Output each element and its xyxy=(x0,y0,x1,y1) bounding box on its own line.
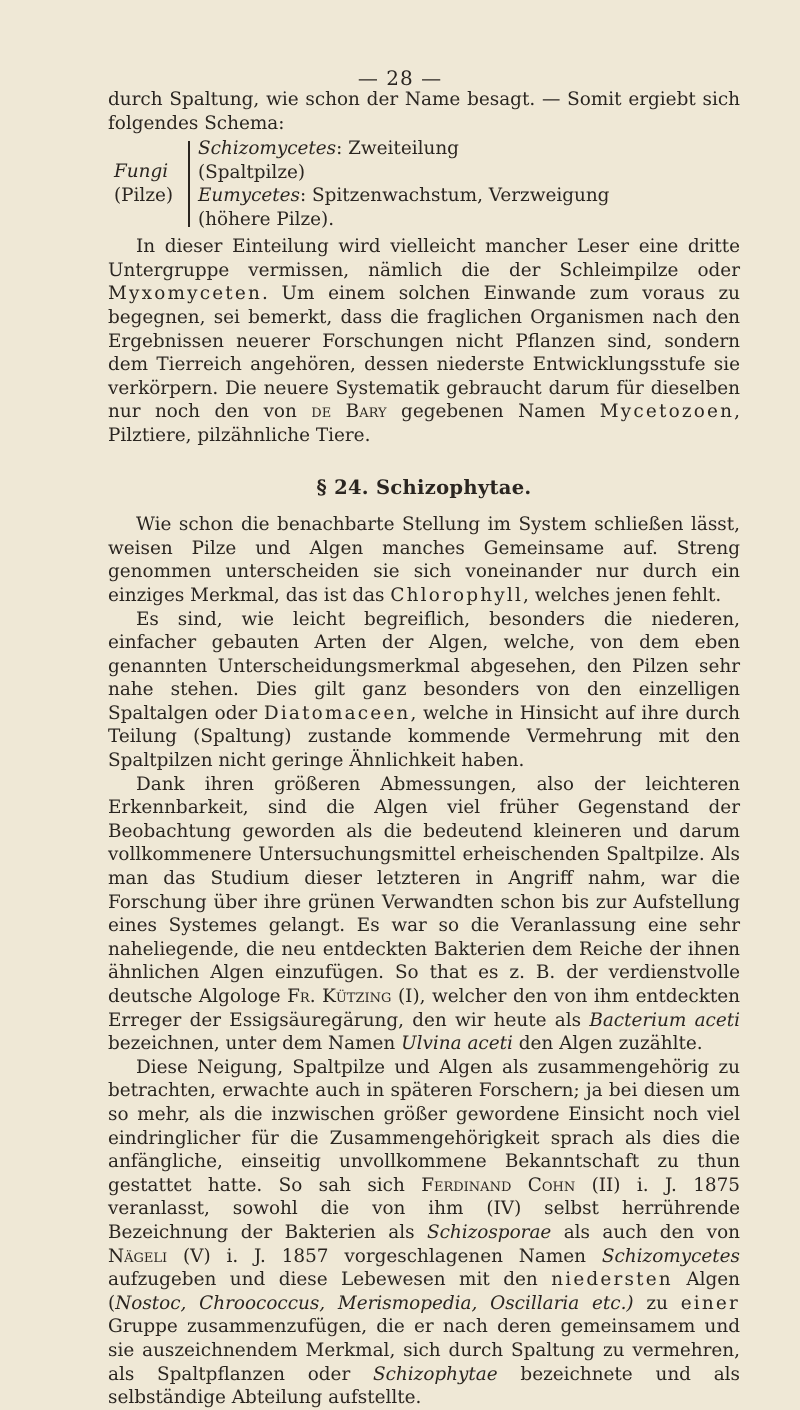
page-number: — 28 — xyxy=(357,66,443,90)
paragraph: Es sind, wie leicht begreiflich, besonders die niederen, einfacher gebauten Arten der Algen, welche, von dem eben genannten Unterscheidungsmerkmal abgesehen, den Pilzen sehr nahe stehen. Dies gilt ganz besonders von den einzelligen Spaltalgen oder Diatomaceen, welche in Hinsicht auf ihre durch Teilung (Spaltung) zustande kommende Vermehrung mit den Spaltpilzen nicht geringe Ähnlichkeit haben. xyxy=(108,608,740,772)
scheme-branch-1-note: (Spaltpilze) xyxy=(198,161,306,183)
classification-scheme xyxy=(108,137,740,231)
scheme-brace xyxy=(188,141,193,227)
paragraph: Diese Neigung, Spaltpilze und Algen als zusammengehörig zu betrachten, erwachte auch in späteren Forschern; ja bei diesen um so mehr, als die inzwischen größer gewordene Einsicht noch viel eindringlicher für die Zusammengehörigkeit sprach als dies die anfängliche, einseitig unvollkommene Bekanntschaft zu thun gestattet hatte. So sah sich Ferdinand Cohn (II) i. J. 1875 veranlasst, sowohl die von ihm (IV) selbst herrührende Bezeichnung der Bakterien als Schizosporae als auch den von Nägeli (V) i. J. 1857 vorgeschlagenen Namen Schizomycetes aufzugeben und diese Lebewesen mit den niedersten Algen (Nostoc, Chroococcus, Merismopedia, Oscillaria etc.) zu einer Gruppe zusammenzufügen, die er nach deren gemeinsamem und sie auszeichnendem Merkmal, sich durch Spaltung zu vermehren, als Spaltpflanzen oder Schizophytae bezeichnete und als selbständige Abteilung aufstellte. xyxy=(108,1056,740,1409)
scheme-pilze-label: (Pilze) xyxy=(114,184,174,206)
paragraph: In dieser Einteilung wird vielleicht mancher Leser eine dritte Untergruppe vermissen, nämlich die der Schleimpilze oder Myxomyceten. Um einem solchen Einwande zum voraus zu begegnen, sei bemerkt, dass die fraglichen Organismen nach den Ergebnissen neuerer Forschungen nicht Pflanzen sind, sondern dem Tierreich angehören, dessen niederste Entwicklungsstufe sie verkörpern. Die neuere Systematik gebraucht darum für dieselben nur noch den von de Bary gegebenen Namen Mycetozoen, Pilztiere, pilzähnliche Tiere. xyxy=(108,236,740,446)
section-heading: § 24. Schizophytae. xyxy=(316,475,532,499)
scheme-branches xyxy=(198,137,738,231)
scheme-branch-2-note: (höhere Pilze). xyxy=(198,208,335,230)
paragraph: Dank ihren größeren Abmessungen, also der leichteren Erkennbarkeit, sind die Algen viel früher Gegenstand der Beobachtung geworden als die bedeutend kleineren und darum vollkommenere Untersuchungsmittel erheischenden Spaltpilze. Als man das Studium dieser letzteren in Angriff nahm, war die Forschung über ihre grünen Verwandten schon bis zur Aufstellung eines Systemes gelangt. Es war so die Veranlassung eine sehr naheliegende, die neu entdeckten Bakterien dem Reiche der ihnen ähnlichen Algen einzufügen. So that es z. B. der verdienstvolle deutsche Algologe Fr. Kützing (I), welcher den von ihm entdeckten Erreger der Essigsäuregärung, den wir heute als Bacterium aceti bezeichnen, unter dem Namen Ulvina aceti den Algen zuzählte. xyxy=(108,773,740,1055)
paragraph: Wie schon die benachbarte Stellung im System schließen lässt, weisen Pilze und Algen manches Gemeinsame auf. Streng genommen unterscheiden sie sich voneinander nur durch ein einziges Merkmal, das ist das Chlorophyll, welches jenen fehlt. xyxy=(108,514,740,606)
scheme-branch-2: Eumycetes: Spitzenwachstum, Verzweigung xyxy=(198,185,610,207)
intro-paragraph: durch Spaltung, wie schon der Name besagt. — Somit ergiebt sich folgendes Schema: xyxy=(108,89,740,134)
scheme-group-label xyxy=(114,160,184,207)
page-body xyxy=(108,88,740,1410)
scheme-fungi-label: Fungi xyxy=(114,161,169,183)
scheme-branch-1: Schizomycetes: Zweiteilung xyxy=(198,138,459,160)
